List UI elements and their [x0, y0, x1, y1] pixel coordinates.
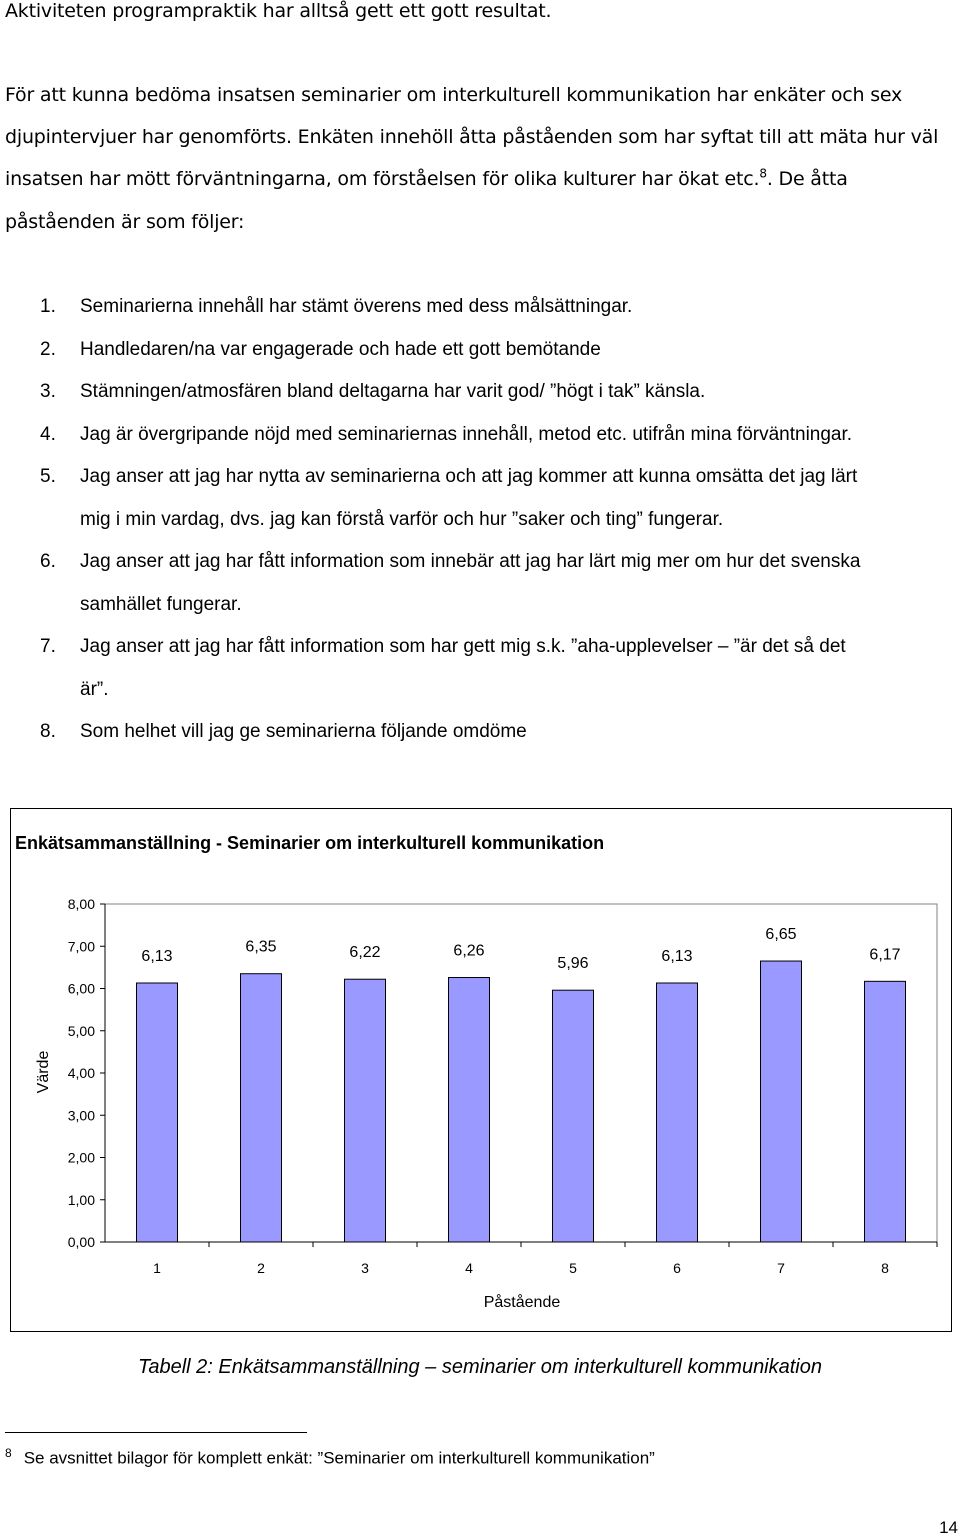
intro-line-4-end: . De åtta [766, 168, 848, 190]
bar-3 [345, 979, 386, 1242]
statement-7-text-line-2: är”. [80, 679, 109, 700]
statement-3-text: Stämningen/atmosfären bland deltagarna har varit god/ ”högt i tak” känsla. [80, 381, 706, 402]
intro-line-2: För att kunna bedöma insatsen seminarier om interkulturell kommunikation har enkäter och sex [5, 84, 903, 106]
footnote [5, 1446, 655, 1469]
statement-1-number: 1. [40, 296, 56, 317]
bar-value-label: 6,26 [453, 942, 485, 960]
bar-6 [657, 983, 698, 1242]
statement-6-text-line-2: samhället fungerar. [80, 594, 242, 615]
footnote-divider [5, 1432, 307, 1433]
bar-value-label: 6,22 [349, 944, 381, 962]
x-tick-label: 7 [777, 1260, 785, 1276]
footnote-reference[interactable]: 8 [759, 166, 767, 181]
statement-6-number: 6. [40, 551, 56, 572]
x-axis-label: Påstående [483, 1294, 561, 1311]
x-tick-label: 2 [257, 1260, 265, 1276]
x-tick-label: 4 [465, 1260, 473, 1276]
plot-area [105, 904, 937, 1242]
statement-7-number: 7. [40, 636, 56, 657]
y-tick-label: 3,00 [67, 1107, 95, 1124]
y-tick-label: 8,00 [67, 896, 95, 912]
x-tick-label: 5 [569, 1260, 577, 1276]
bar-7 [761, 961, 802, 1242]
bar-8 [865, 981, 906, 1242]
bar-value-label: 6,65 [765, 926, 797, 944]
statement-2-text: Handledaren/na var engagerade och hade ett gott bemötande [80, 339, 601, 360]
x-tick-label: 8 [881, 1260, 889, 1276]
statement-8-text: Som helhet vill jag ge seminarierna följande omdöme [80, 721, 527, 742]
bar-value-label: 6,17 [869, 946, 901, 964]
intro-line-1: Aktiviteten programpraktik har alltså gett ett gott resultat. [5, 0, 552, 22]
statement-7-text-line-1: Jag anser att jag har fått information som har gett mig s.k. ”aha-upplevelser – ”är det så det [80, 636, 846, 657]
intro-line-3: djupintervjuer har genomförts. Enkäten innehöll åtta påståenden som har syftat till att mäta hur väl [5, 126, 939, 148]
bar-value-label: 6,35 [245, 938, 277, 956]
statement-5-text-line-2: mig i min vardag, dvs. jag kan förstå varför och hur ”saker och ting” fungerar. [80, 509, 724, 530]
y-tick-label: 0,00 [67, 1234, 95, 1250]
bar-5 [553, 990, 594, 1242]
statement-3-number: 3. [40, 381, 56, 402]
bar-1 [137, 983, 178, 1242]
statement-1-text: Seminarierna innehåll har stämt överens med dess målsättningar. [80, 296, 633, 317]
footnote-text: Se avsnittet bilagor för komplett enkät: ”Seminarier om interkulturell kommunikation” [23, 1448, 655, 1468]
footnote-mark: 8 [5, 1446, 12, 1460]
intro-line-4-text: insatsen har mött förväntningarna, om förståelsen för olika kulturer har ökat etc. [5, 168, 760, 190]
statement-4-number: 4. [40, 424, 56, 445]
page-number: 14 [939, 1518, 958, 1537]
table-caption: Tabell 2: Enkätsammanställning – seminarier om interkulturell kommunikation [137, 1356, 822, 1378]
statement-2-number: 2. [40, 339, 56, 360]
y-tick-label: 6,00 [67, 980, 95, 997]
x-tick-label: 3 [361, 1260, 369, 1276]
statement-6-text-line-1: Jag anser att jag har fått information som innebär att jag har lärt mig mer om hur det svenska [80, 551, 861, 572]
chart-title: Enkätsammanställning - Seminarier om interkulturell kommunikation [15, 833, 605, 853]
bar-2 [241, 974, 282, 1242]
x-tick-label: 1 [153, 1260, 161, 1276]
y-tick-label: 2,00 [67, 1149, 95, 1166]
y-tick-label: 7,00 [67, 938, 95, 955]
y-tick-label: 4,00 [67, 1065, 95, 1081]
statement-5-number: 5. [40, 466, 56, 487]
statement-4-text: Jag är övergripande nöjd med seminariernas innehåll, metod etc. utifrån mina förväntningar. [80, 424, 853, 445]
bar-4 [449, 978, 490, 1242]
y-tick-label: 5,00 [67, 1022, 95, 1039]
statement-8-number: 8. [40, 721, 56, 742]
intro-line-5: påståenden är som följer: [5, 211, 245, 233]
y-tick-label: 1,00 [67, 1191, 95, 1208]
statement-5-text-line-1: Jag anser att jag har nytta av seminarierna och att jag kommer att kunna omsätta det jag lärt [80, 466, 858, 487]
bar-value-label: 6,13 [141, 948, 173, 966]
bar-value-label: 6,13 [661, 948, 693, 966]
bar-value-label: 5,96 [557, 955, 589, 973]
y-axis-label: Värde [35, 1050, 52, 1094]
x-tick-label: 6 [673, 1260, 681, 1276]
